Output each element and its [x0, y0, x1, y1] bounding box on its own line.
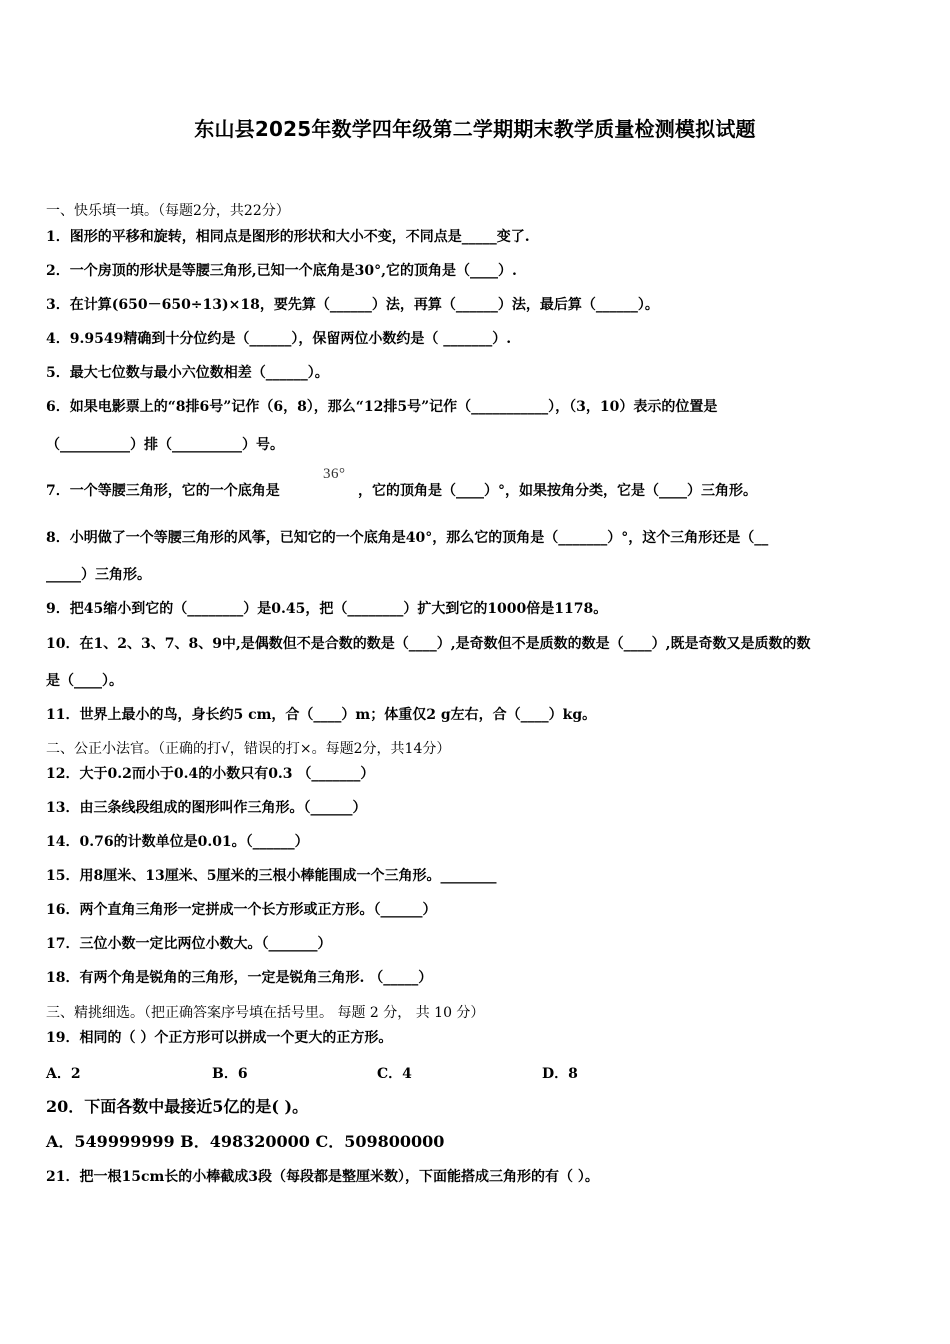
question-19: 19．相同的（ ）个正方形可以拼成一个更大的正方形。	[46, 1030, 393, 1046]
question-10-line-1: 10．在1、2、3、7、8、9中,是偶数但不是合数的数是（____）,是奇数但不是质数的数是（____）,既是奇数又是质数的数	[46, 636, 811, 652]
question-11: 11．世界上最小的鸟，身长约5 cm，合（____）m；体重仅2 g左右，合（____）kg。	[46, 707, 597, 723]
question-15: 15．用8厘米、13厘米、5厘米的三根小棒能围成一个三角形。________	[46, 868, 497, 884]
question-19-option-c: C．4	[377, 1066, 412, 1082]
question-13: 13．由三条线段组成的图形叫作三角形。（______）	[46, 800, 367, 816]
section-heading-2: 二、公正小法官。（正确的打√，错误的打×。每题2分，共14分）	[46, 741, 451, 757]
question-5: 5．最大七位数与最小六位数相差（______）。	[46, 365, 329, 381]
question-16: 16．两个直角三角形一定拼成一个长方形或正方形。（______）	[46, 902, 437, 918]
question-20-options: A．549999999 B．498320000 C．509800000	[46, 1132, 445, 1151]
question-12: 12．大于0.2而小于0.4的小数只有0.3 （_______）	[46, 766, 375, 782]
question-4: 4．9.9549精确到十分位约是（______），保留两位小数约是（ _______）.	[46, 331, 512, 347]
question-8-line-1: 8．小明做了一个等腰三角形的风筝，已知它的一个底角是40°，那么它的顶角是（_______）°，这个三角形还是（__	[46, 530, 769, 546]
question-2: 2．一个房顶的形状是等腰三角形,已知一个底角是30°,它的顶角是（____）.	[46, 263, 517, 279]
question-6-line-2: （__________）排（__________）号。	[46, 437, 284, 453]
section-heading-3: 三、精挑细选。（把正确答案序号填在括号里。 每题 2 分， 共 10 分）	[46, 1005, 485, 1021]
question-19-option-d: D．8	[542, 1066, 578, 1082]
question-19-option-a: A．2	[46, 1066, 81, 1082]
question-10-line-2: 是（____）。	[46, 673, 123, 689]
question-17: 17．三位小数一定比两位小数大。（_______）	[46, 936, 332, 952]
question-21: 21．把一根15cm长的小棒截成3段（每段都是整厘米数），下面能搭成三角形的有（ ）。	[46, 1169, 599, 1185]
question-7-part-2: ，它的顶角是（____）°，如果按角分类，它是（____）三角形。	[358, 483, 757, 499]
question-9: 9．把45缩小到它的（________）是0.45，把（________）扩大到它的1000倍是1178。	[46, 601, 608, 617]
angle-36-degree-image: 36°	[323, 466, 346, 482]
question-7-part-1: 7．一个等腰三角形，它的一个底角是	[46, 483, 280, 499]
question-6-line-1: 6．如果电影票上的“8排6号”记作（6，8），那么“12排5号”记作（___________），（3，10）表示的位置是	[46, 399, 718, 415]
section-heading-1: 一、快乐填一填。（每题2分，共22分）	[46, 203, 290, 219]
question-19-option-b: B．6	[212, 1066, 248, 1082]
question-8-line-2: _____）三角形。	[46, 567, 151, 583]
question-20: 20．下面各数中最接近5亿的是( )。	[46, 1097, 309, 1116]
question-3: 3．在计算(650－650÷13)×18，要先算（______）法，再算（______）法，最后算（______）。	[46, 297, 659, 313]
question-14: 14．0.76的计数单位是0.01。（______）	[46, 834, 309, 850]
question-18: 18．有两个角是锐角的三角形，一定是锐角三角形. （_____）	[46, 970, 433, 986]
page-title: 东山县2025年数学四年级第二学期期末教学质量检测模拟试题	[194, 117, 756, 141]
question-1: 1．图形的平移和旋转，相同点是图形的形状和大小不变，不同点是_____变了.	[46, 229, 530, 245]
